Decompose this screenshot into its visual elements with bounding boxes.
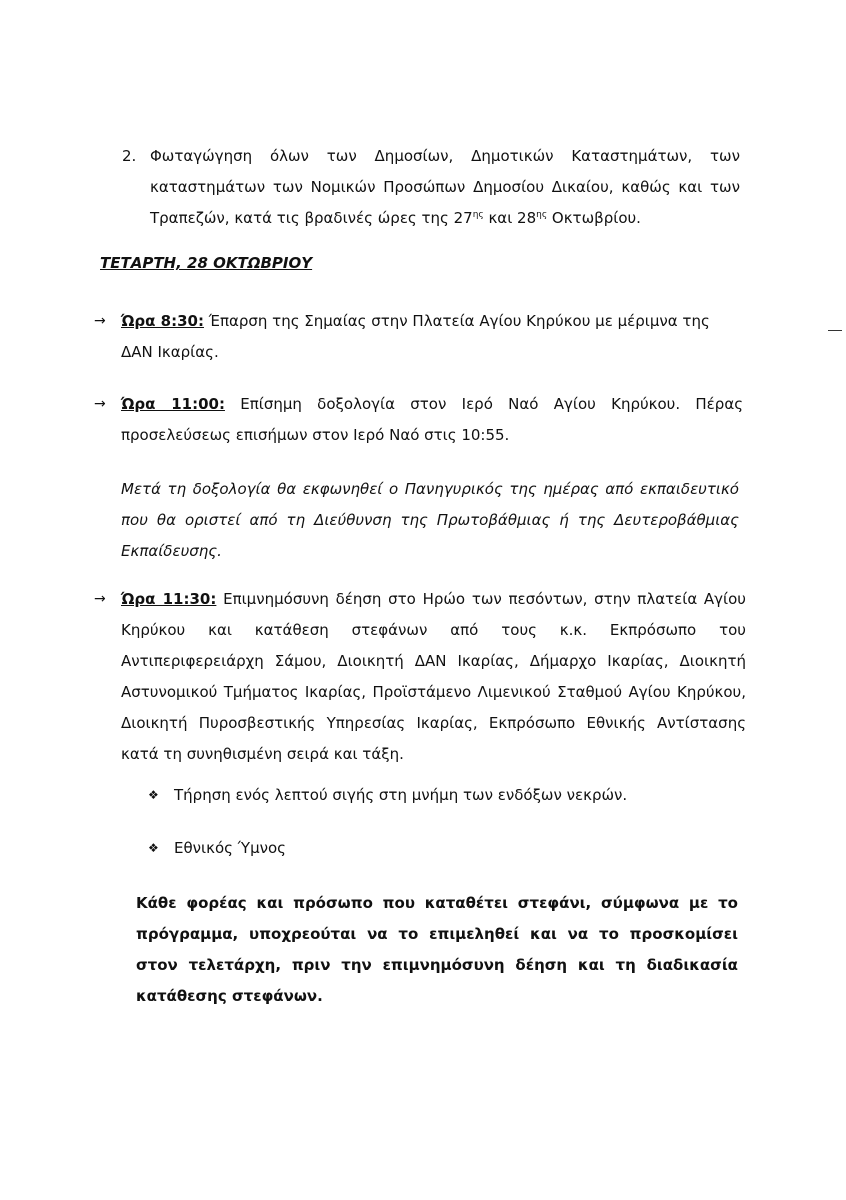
event-flag-raising (121, 306, 746, 368)
margin-mark (828, 330, 842, 331)
ordinal-suffix-28: ης (536, 210, 548, 220)
bullet-minute-silence: Τήρηση ενός λεπτού σιγής στη μνήμη των ενδόξων νεκρών. (174, 786, 628, 804)
arrow-icon: → (94, 396, 106, 412)
ordinal-suffix-27: ης (472, 210, 484, 220)
event-time: Ώρα 8:30: (121, 312, 204, 330)
illumination-text: Φωταγώγηση όλων των Δημοσίων, Δημοτικών Καταστημάτων, των καταστημάτων των Νομικών Προσώπων Δημοσίου Δικαίου, καθώς και των Τραπεζών, κατά τις βραδινές ώρες της 27 (150, 147, 740, 227)
day-heading: ΤΕΤΑΡΤΗ, 28 ΟΚΤΩΒΡΙΟΥ (100, 254, 313, 272)
event-text: Έπαρση της Σημαίας στην Πλατεία Αγίου Κηρύκου με μέριμνα της ΔΑΝ Ικαρίας. (121, 312, 710, 361)
panegyric-note: Μετά τη δοξολογία θα εκφωνηθεί ο Πανηγυρικός της ημέρας από εκπαιδευτικό που θα οριστεί από τη Διεύθυνση της Πρωτοβάθμιας ή της Δευτεροβάθμιας Εκπαίδευσης. (121, 480, 739, 560)
arrow-icon: → (94, 591, 106, 607)
wreath-notice: Κάθε φορέας και πρόσωπο που καταθέτει στεφάνι, σύμφωνα με το πρόγραμμα, υποχρεούται να το επιμεληθεί και να το προσκομίσει στον τελετάρχη, πριν την επιμνημόσυνη δέηση και τη διαδικασία κατάθεσης στεφάνων. (136, 894, 738, 1005)
event-text: Επιμνημόσυνη δέηση στο Ηρώο των πεσόντων, στην πλατεία Αγίου Κηρύκου και κατάθεση στεφάνων από τους κ.κ. Εκπρόσωπο του Αντιπεριφερειάρχη Σάμου, Διοικητή ΔΑΝ Ικαρίας, Δήμαρχο Ικαρίας, Διοικητή Αστυνομικού Τμήματος Ικαρίας, Προϊστάμενο Λιμενικού Σταθμού Αγίου Κηρύκου, Διοικητή Πυροσβεστικής Υπηρεσίας Ικαρίας, Εκπρόσωπο Εθνικής Αντίστασης κατά τη συνηθισμένη σειρά και τάξη. (121, 590, 746, 763)
event-text: Επίσημη δοξολογία στον Ιερό Ναό Αγίου Κηρύκου. Πέρας προσελεύσεως επισήμων στον Ιερό Ναό στις 10:55. (121, 395, 744, 444)
event-doxology (121, 389, 743, 451)
event-time: Ώρα 11:00: (121, 395, 225, 413)
diamond-bullet-icon: ❖ (148, 841, 159, 855)
list-item-number: 2. (122, 147, 137, 165)
arrow-icon: → (94, 313, 106, 329)
illumination-text-mid: και 28 (483, 209, 537, 227)
illumination-paragraph (150, 141, 740, 234)
event-memorial-service (121, 584, 746, 770)
bullet-national-anthem: Εθνικός Ύμνος (174, 839, 286, 857)
diamond-bullet-icon: ❖ (148, 788, 159, 802)
event-time: Ώρα 11:30: (121, 590, 217, 608)
illumination-text-end: Οκτωβρίου. (547, 209, 641, 227)
